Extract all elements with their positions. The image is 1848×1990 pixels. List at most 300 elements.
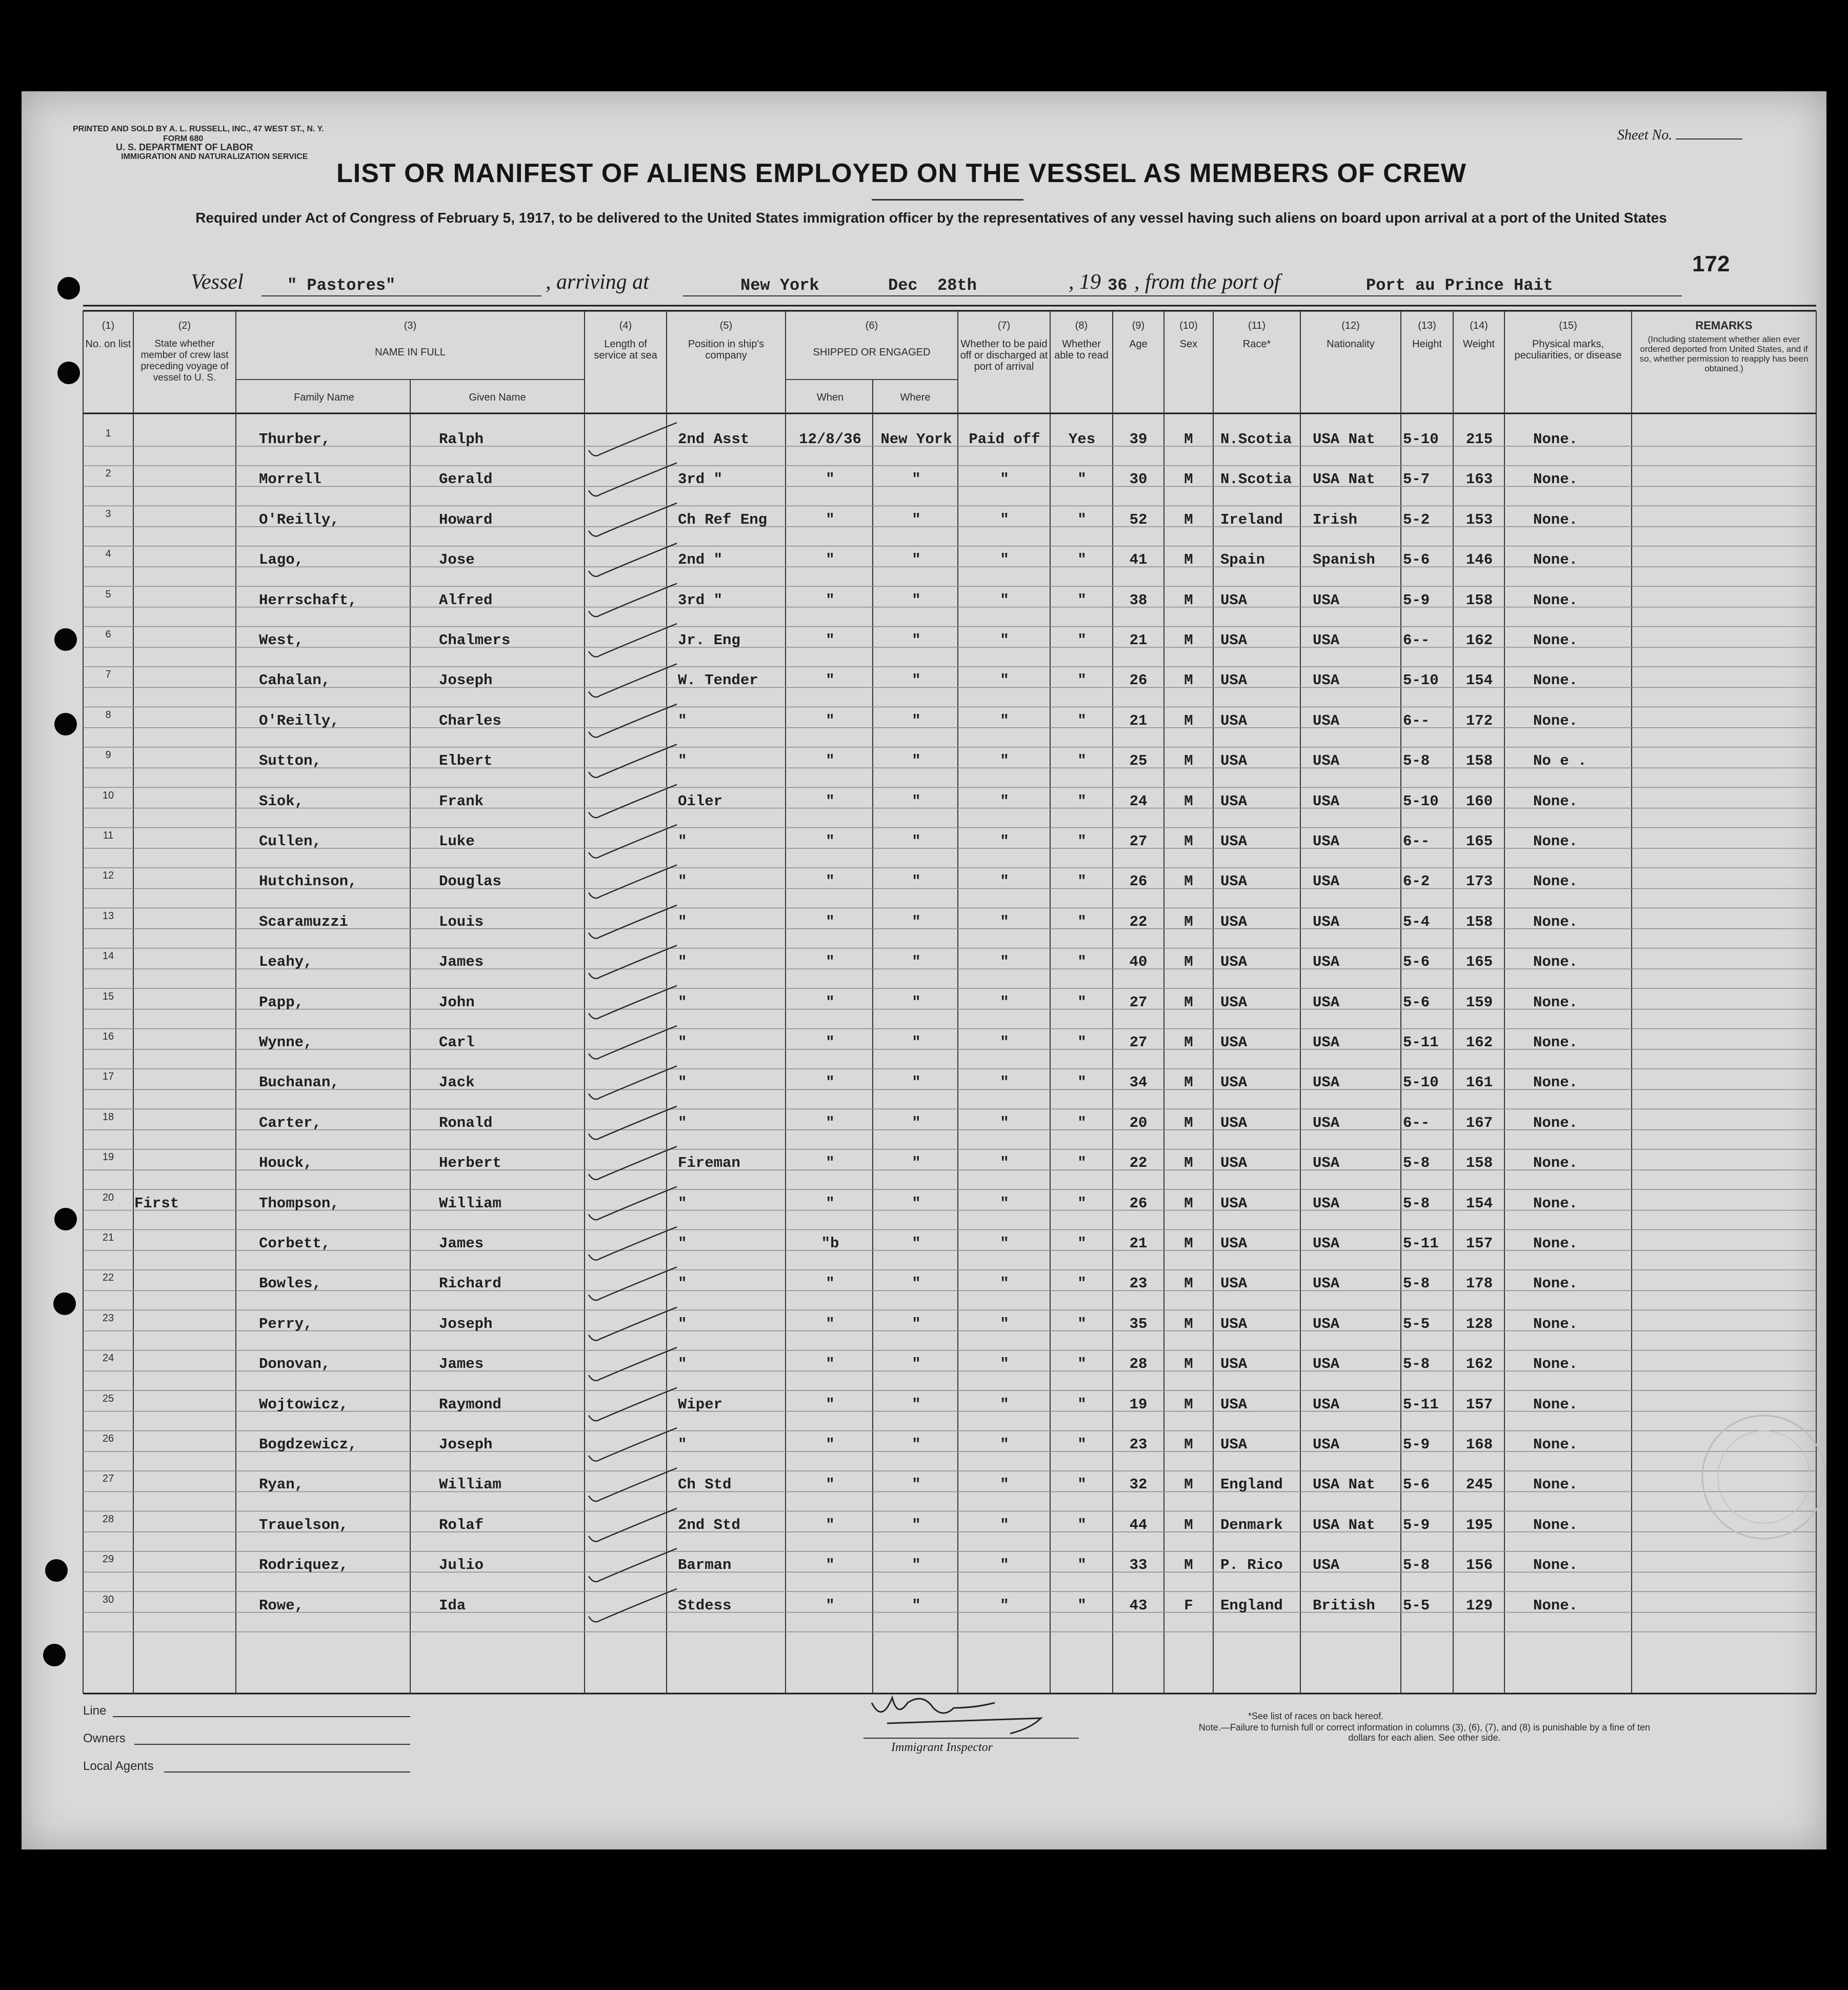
cell-age: 35 [1129, 1315, 1148, 1332]
cell-when: " [826, 873, 835, 890]
cell-pos: 3rd " [678, 471, 723, 488]
cell-when: " [826, 712, 835, 729]
cell-paid: " [1000, 632, 1009, 649]
cell-sex: M [1184, 1516, 1193, 1534]
cell-no: 20 [102, 1191, 114, 1203]
cell-family: Ryan, [259, 1476, 304, 1494]
column-number-6: (6) [865, 320, 878, 331]
cell-age: 28 [1129, 1356, 1148, 1373]
cell-family: O'Reilly, [259, 712, 339, 729]
cell-no: 23 [102, 1312, 114, 1324]
cell-sex: M [1184, 591, 1193, 609]
cell-nat: Irish [1313, 511, 1358, 528]
cell-family: Lago, [259, 551, 304, 569]
cell-pos: " [678, 993, 687, 1011]
cell-no: 28 [102, 1513, 114, 1525]
line-label: Line [83, 1704, 107, 1718]
cell-race: USA [1220, 1235, 1248, 1252]
cell-race: USA [1220, 1074, 1248, 1091]
cell-pos: 3rd " [678, 591, 723, 609]
cell-paid: Paid off [969, 431, 1040, 448]
cell-pos: Oiler [678, 792, 723, 810]
cell-nat: USA [1313, 1155, 1340, 1172]
column-header-3: NAME IN FULL [375, 347, 446, 358]
cell-where: " [912, 913, 921, 930]
cell-marks: None. [1533, 591, 1578, 609]
cell-paid: " [1000, 1516, 1009, 1534]
cell-no: 3 [105, 508, 111, 520]
cell-race: USA [1220, 672, 1248, 689]
cell-pos: " [678, 1235, 687, 1252]
cell-where: " [912, 993, 921, 1011]
cell-marks: None. [1533, 913, 1578, 930]
cell-paid: " [1000, 712, 1009, 729]
cell-read: " [1077, 993, 1087, 1011]
cell-given: Ralph [439, 431, 484, 448]
cell-ht: 5-8 [1403, 1557, 1430, 1574]
cell-ht: 5-5 [1403, 1315, 1430, 1332]
cell-paid: " [1000, 913, 1009, 930]
cell-pos: " [678, 1114, 687, 1131]
cell-sex: M [1184, 431, 1193, 448]
cell-family: West, [259, 632, 304, 649]
cell-no: 12 [102, 870, 114, 882]
cell-paid: " [1000, 1235, 1009, 1252]
cell-read: " [1077, 1195, 1087, 1212]
cell-pos: " [678, 873, 687, 890]
cell-given: Frank [439, 792, 484, 810]
cell-race: USA [1220, 953, 1248, 971]
cell-no: 7 [105, 669, 111, 681]
cell-paid: " [1000, 993, 1009, 1011]
cell-race: USA [1220, 993, 1248, 1011]
cell-ht: 5-5 [1403, 1597, 1430, 1614]
cell-family: Thurber, [259, 431, 331, 448]
cell-family: Herrschaft, [259, 591, 357, 609]
column-number-15: (15) [1559, 320, 1577, 331]
cell-age: 40 [1129, 953, 1148, 971]
cell-marks: None. [1533, 672, 1578, 689]
cell-ht: 6-- [1403, 833, 1430, 850]
cell-no: 9 [105, 749, 111, 761]
page-number: 172 [1692, 251, 1730, 276]
cell-family: Donovan, [259, 1356, 331, 1373]
cell-family: Cahalan, [259, 672, 331, 689]
cell-sex: M [1184, 511, 1193, 528]
column-number-14: (14) [1470, 320, 1488, 331]
cell-ht: 5-11 [1403, 1396, 1439, 1413]
departure-port: Port au Prince Hait [1366, 276, 1553, 295]
cell-family: Cullen, [259, 833, 322, 850]
cell-where: " [912, 1315, 921, 1332]
cell-ht: 6-- [1403, 1114, 1430, 1131]
cell-marks: None. [1533, 551, 1578, 569]
cell-where: " [912, 1516, 921, 1534]
cell-marks: None. [1533, 792, 1578, 810]
cell-wt: 153 [1465, 511, 1493, 528]
cell-nat: USA [1313, 712, 1340, 729]
cell-read: " [1077, 511, 1087, 528]
cell-when: " [826, 1356, 835, 1373]
cell-no: 1 [105, 428, 111, 439]
cell-age: 32 [1129, 1476, 1148, 1494]
cell-paid: " [1000, 1476, 1009, 1494]
cell-wt: 157 [1465, 1235, 1493, 1252]
column-number-7: (7) [997, 320, 1011, 331]
cell-age: 27 [1129, 833, 1148, 850]
cell-family: O'Reilly, [259, 511, 339, 528]
column-number-11: (11) [1248, 320, 1266, 331]
cell-read: " [1077, 1396, 1087, 1413]
cell-family: Siok, [259, 792, 304, 810]
cell-read: " [1077, 591, 1087, 609]
cell-where: " [912, 833, 921, 850]
cell-age: 23 [1129, 1275, 1148, 1292]
cell-no: 18 [102, 1111, 114, 1123]
cell-nat: USA [1313, 1074, 1340, 1091]
cell-pos: Wiper [678, 1396, 723, 1413]
cell-no: 4 [105, 548, 111, 560]
cell-given: Douglas [439, 873, 501, 890]
cell-pos: " [678, 1195, 687, 1212]
cell-age: 41 [1129, 551, 1148, 569]
cell-nat: USA [1313, 1275, 1340, 1292]
cell-age: 19 [1129, 1396, 1148, 1413]
cell-wt: 168 [1465, 1436, 1493, 1453]
cell-paid: " [1000, 672, 1009, 689]
cell-wt: 167 [1465, 1114, 1493, 1131]
cell-ht: 5-6 [1403, 551, 1430, 569]
cell-sex: M [1184, 1557, 1193, 1574]
cell-ht: 5-9 [1403, 591, 1430, 609]
cell-pos: 2nd " [678, 551, 723, 569]
cell-given: Herbert [439, 1155, 501, 1172]
column-number-8: (8) [1075, 320, 1088, 331]
cell-marks: No e . [1533, 752, 1587, 770]
cell-wt: 159 [1465, 993, 1493, 1011]
column-header-11: Race* [1242, 339, 1271, 350]
cell-when: " [826, 1195, 835, 1212]
cell-nat: USA [1313, 1436, 1340, 1453]
cell-no: 11 [103, 830, 114, 841]
cell-when: " [826, 833, 835, 850]
cell-ht: 5-4 [1403, 913, 1430, 930]
cell-wt: 165 [1465, 833, 1493, 850]
cell-sex: F [1184, 1597, 1193, 1614]
cell-where: " [912, 712, 921, 729]
cell-where: " [912, 1195, 921, 1212]
cell-family: Houck, [259, 1155, 313, 1172]
inspector-label: Immigrant Inspector [891, 1741, 993, 1754]
printer-line: PRINTED AND SOLD BY A. L. RUSSELL, INC., 47 WEST ST., N. Y. [73, 125, 324, 133]
cell-marks: None. [1533, 1315, 1578, 1332]
cell-sex: M [1184, 712, 1193, 729]
cell-no: 24 [102, 1352, 114, 1364]
cell-ht: 5-8 [1403, 1155, 1430, 1172]
cell-age: 25 [1129, 752, 1148, 770]
cell-race: USA [1220, 1195, 1248, 1212]
cell-ht: 5-9 [1403, 1436, 1430, 1453]
cell-given: William [439, 1195, 501, 1212]
cell-wt: 245 [1465, 1476, 1493, 1494]
cell-marks: None. [1533, 1275, 1578, 1292]
column-header-7: Whether to be paid off or discharged at port of arrival [960, 339, 1048, 372]
cell-where: " [912, 1235, 921, 1252]
year-prefix: , 19 [1069, 270, 1101, 294]
cell-no: 13 [102, 910, 114, 922]
cell-when: " [826, 792, 835, 810]
cell-pos: Fireman [678, 1155, 740, 1172]
cell-sex: M [1184, 1074, 1193, 1091]
cell-paid: " [1000, 953, 1009, 971]
cell-nat: USA [1313, 1557, 1340, 1574]
cell-wt: 154 [1465, 1195, 1493, 1212]
cell-race: N.Scotia [1220, 471, 1292, 488]
cell-where: " [912, 471, 921, 488]
cell-wt: 165 [1465, 953, 1493, 971]
cell-paid: " [1000, 1557, 1009, 1574]
cell-given: Chalmers [439, 632, 511, 649]
cell-where: " [912, 511, 921, 528]
cell-where: " [912, 591, 921, 609]
cell-pos: Ch Ref Eng [678, 511, 768, 528]
cell-no: 5 [105, 588, 111, 600]
cell-pos: " [678, 833, 687, 850]
races-note: *See list of races on back hereof. [1248, 1711, 1384, 1721]
cell-read: " [1077, 712, 1087, 729]
cell-nat: USA Nat [1313, 471, 1375, 488]
column-number-12: (12) [1341, 320, 1360, 331]
cell-paid: " [1000, 873, 1009, 890]
cell-where: " [912, 953, 921, 971]
cell-age: 27 [1129, 993, 1148, 1011]
cell-read: " [1077, 672, 1087, 689]
cell-sex: M [1184, 792, 1193, 810]
cell-race: USA [1220, 792, 1248, 810]
cell-pos: " [678, 1074, 687, 1091]
column-header-1: No. on list [85, 339, 131, 350]
cell-pos: " [678, 1436, 687, 1453]
cell-when: " [826, 1275, 835, 1292]
cell-given: Raymond [439, 1396, 501, 1413]
cell-given: Joseph [439, 1436, 493, 1453]
page-title: LIST OR MANIFEST OF ALIENS EMPLOYED ON THE VESSEL AS MEMBERS OF CREW [336, 158, 1467, 188]
cell-no: 21 [102, 1232, 114, 1243]
cell-age: 22 [1129, 1155, 1148, 1172]
cell-where: " [912, 1597, 921, 1614]
cell-when: " [826, 471, 835, 488]
cell-paid: " [1000, 1195, 1009, 1212]
cell-marks: None. [1533, 1114, 1578, 1131]
cell-ht: 5-8 [1403, 1195, 1430, 1212]
cell-marks: None. [1533, 1396, 1578, 1413]
column-number-5: (5) [719, 320, 733, 331]
column-header-15: Physical marks, peculiarities, or disease [1514, 339, 1622, 361]
column-number-1: (1) [102, 320, 115, 331]
cell-when: " [826, 993, 835, 1011]
cell-no: 27 [102, 1473, 114, 1485]
cell-where: " [912, 1356, 921, 1373]
cell-marks: None. [1533, 873, 1578, 890]
cell-family: Carter, [259, 1114, 322, 1131]
cell-marks: None. [1533, 1516, 1578, 1534]
cell-prev: First [134, 1195, 179, 1212]
cell-no: 6 [105, 629, 111, 640]
cell-no: 2 [105, 468, 111, 480]
cell-read: " [1077, 1315, 1087, 1332]
cell-sex: M [1184, 1436, 1193, 1453]
column-subheader: Family Name [294, 392, 354, 403]
cell-age: 30 [1129, 471, 1148, 488]
cell-read: " [1077, 1476, 1087, 1494]
cell-family: Morrell [259, 471, 322, 488]
local-agents-label: Local Agents [83, 1759, 154, 1773]
column-header-13: Height [1412, 339, 1442, 350]
cell-paid: " [1000, 1034, 1009, 1051]
cell-wt: 163 [1465, 471, 1493, 488]
cell-where: " [912, 792, 921, 810]
cell-when: " [826, 1155, 835, 1172]
cell-where: " [912, 752, 921, 770]
cell-paid: " [1000, 1155, 1009, 1172]
column-header-5: Position in ship's company [688, 339, 765, 361]
cell-marks: None. [1533, 1195, 1578, 1212]
cell-nat: USA [1313, 792, 1340, 810]
cell-no: 29 [102, 1554, 114, 1565]
cell-nat: USA [1313, 993, 1340, 1011]
column-subheader: Given Name [469, 392, 526, 403]
cell-read: " [1077, 1074, 1087, 1091]
cell-wt: 172 [1465, 712, 1493, 729]
cell-no: 25 [102, 1392, 114, 1404]
cell-when: " [826, 913, 835, 930]
cell-when: " [826, 953, 835, 971]
cell-read: " [1077, 953, 1087, 971]
cell-sex: M [1184, 833, 1193, 850]
cell-marks: None. [1533, 993, 1578, 1011]
from-label: , from the port of [1134, 270, 1280, 294]
cell-pos: " [678, 1034, 687, 1051]
cell-read: Yes [1068, 431, 1096, 448]
cell-ht: 5-6 [1403, 953, 1430, 971]
cell-where: " [912, 1074, 921, 1091]
cell-sex: M [1184, 1155, 1193, 1172]
owners-label: Owners [83, 1732, 126, 1745]
cell-sex: M [1184, 1396, 1193, 1413]
cell-where: " [912, 1476, 921, 1494]
cell-race: USA [1220, 752, 1248, 770]
cell-paid: " [1000, 1396, 1009, 1413]
cell-sex: M [1184, 953, 1193, 971]
column-number-2: (2) [178, 320, 191, 331]
cell-paid: " [1000, 1275, 1009, 1292]
cell-given: Richard [439, 1275, 501, 1292]
cell-no: 26 [102, 1433, 114, 1444]
cell-wt: 161 [1465, 1074, 1493, 1091]
cell-when: " [826, 1557, 835, 1574]
cell-family: Leahy, [259, 953, 313, 971]
cell-pos: " [678, 1275, 687, 1292]
cell-pos: " [678, 712, 687, 729]
cell-when: " [826, 1436, 835, 1453]
cell-when: "b [821, 1235, 839, 1252]
cell-family: Bogdzewicz, [259, 1436, 357, 1453]
arriving-port: New York [740, 276, 819, 295]
cell-given: Jose [439, 551, 475, 569]
cell-given: Ida [439, 1597, 466, 1614]
cell-marks: None. [1533, 511, 1578, 528]
cell-wt: 195 [1465, 1516, 1493, 1534]
cell-wt: 146 [1465, 551, 1493, 569]
cell-where: " [912, 1114, 921, 1131]
cell-nat: USA [1313, 632, 1340, 649]
cell-wt: 158 [1465, 1155, 1493, 1172]
cell-sex: M [1184, 1356, 1193, 1373]
cell-ht: 5-11 [1403, 1235, 1439, 1252]
cell-age: 26 [1129, 672, 1148, 689]
cell-family: Bowles, [259, 1275, 322, 1292]
cell-age: 52 [1129, 511, 1148, 528]
cell-paid: " [1000, 1436, 1009, 1453]
cell-read: " [1077, 1597, 1087, 1614]
cell-no: 19 [102, 1151, 114, 1163]
penalty-note: Note.—Failure to furnish full or correct information in columns (3), (6), (7), and (8) is punishable by a fine of ten dollars for each alien. See other side. [1198, 1722, 1651, 1743]
cell-nat: USA [1313, 913, 1340, 930]
cell-paid: " [1000, 752, 1009, 770]
cell-marks: None. [1533, 953, 1578, 971]
cell-age: 21 [1129, 632, 1148, 649]
cell-read: " [1077, 1275, 1087, 1292]
cell-wt: 160 [1465, 792, 1493, 810]
cell-when: " [826, 632, 835, 649]
cell-family: Rowe, [259, 1597, 304, 1614]
cell-read: " [1077, 632, 1087, 649]
cell-pos: 2nd Std [678, 1516, 740, 1534]
cell-sex: M [1184, 1195, 1193, 1212]
cell-sex: M [1184, 1315, 1193, 1332]
cell-age: 23 [1129, 1436, 1148, 1453]
cell-ht: 6-- [1403, 712, 1430, 729]
cell-wt: 156 [1465, 1557, 1493, 1574]
cell-wt: 128 [1465, 1315, 1493, 1332]
cell-pos: Jr. Eng [678, 632, 740, 649]
cell-paid: " [1000, 1356, 1009, 1373]
cell-wt: 157 [1465, 1396, 1493, 1413]
cell-nat: USA [1313, 1235, 1340, 1252]
cell-given: James [439, 1235, 484, 1252]
column-header-10: Sex [1179, 339, 1198, 350]
cell-age: 27 [1129, 1034, 1148, 1051]
cell-family: Sutton, [259, 752, 322, 770]
cell-read: " [1077, 1114, 1087, 1131]
cell-race: USA [1220, 1356, 1248, 1373]
cell-read: " [1077, 752, 1087, 770]
cell-when: 12/8/36 [799, 431, 861, 448]
cell-nat: USA [1313, 1195, 1340, 1212]
cell-sex: M [1184, 471, 1193, 488]
cell-given: Elbert [439, 752, 493, 770]
cell-race: USA [1220, 913, 1248, 930]
cell-wt: 158 [1465, 591, 1493, 609]
cell-ht: 5-10 [1403, 1074, 1439, 1091]
column-header-12: Nationality [1327, 339, 1375, 350]
arrival-date: Dec 28th [888, 276, 977, 295]
cell-sex: M [1184, 551, 1193, 569]
cell-read: " [1077, 471, 1087, 488]
cell-race: USA [1220, 1275, 1248, 1292]
cell-ht: 5-8 [1403, 752, 1430, 770]
cell-where: " [912, 1034, 921, 1051]
